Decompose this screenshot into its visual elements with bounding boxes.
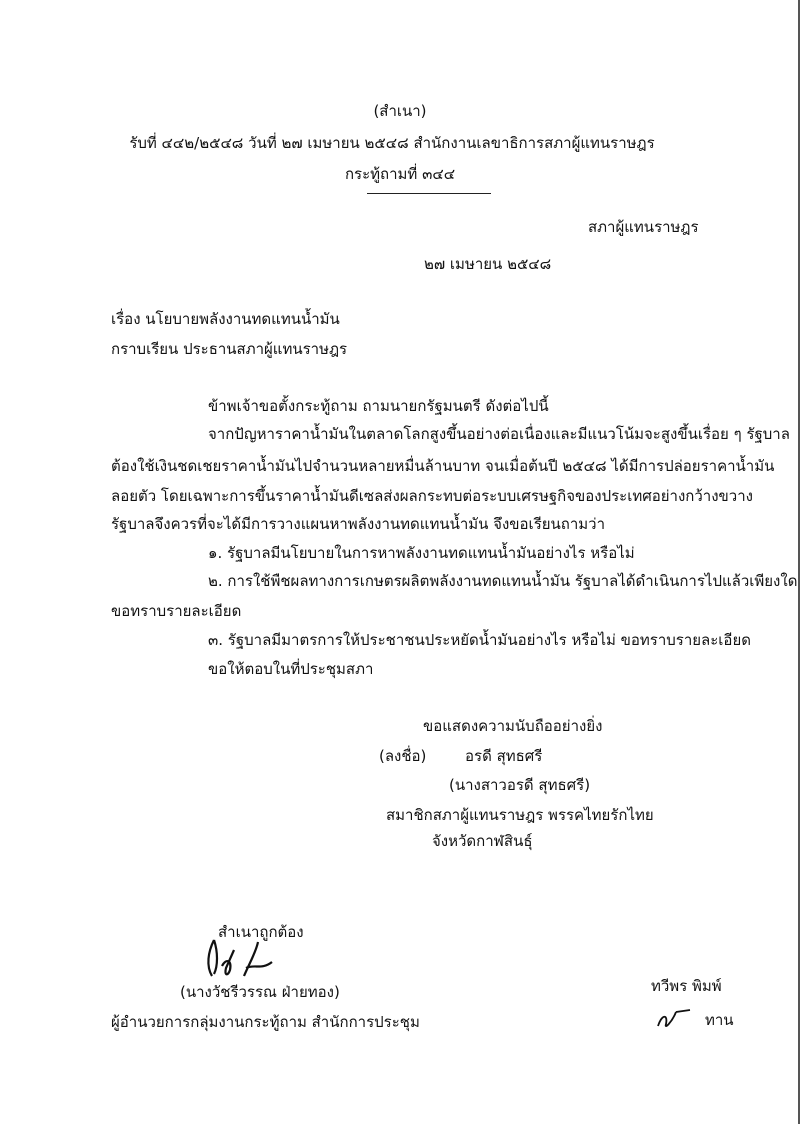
header-divider <box>367 193 491 194</box>
initials-mark <box>654 1004 694 1032</box>
question-2-cont: ขอทราบรายละเอียด <box>111 602 242 620</box>
signed-label: (ลงชื่อ) <box>379 747 427 765</box>
certifier-name: (นางวัชรีวรรณ ฝ่ายทอง) <box>180 983 340 1001</box>
question-1: ๑. รัฐบาลมีนโยบายในการหาพลังงานทดแทนน้ำมันอย่างไร หรือไม่ <box>208 544 635 562</box>
letter-date: ๒๗ เมษายน ๒๕๔๘ <box>424 255 552 273</box>
regards: ขอแสดงความนับถืออย่างยิ่ง <box>423 717 603 735</box>
typist-line: ทวีพร พิมพ์ <box>651 977 722 995</box>
salutation-line: กราบเรียน ประธานสภาผู้แทนราษฎร <box>111 340 348 358</box>
body-paragraph-line: ลอยตัว โดยเฉพาะการขึ้นราคาน้ำมันดีเซลส่งผลกระทบต่อระบบเศรษฐกิจของประเทศอย่างกว้างขวาง <box>111 487 753 505</box>
received-line: รับที่ ๔๔๒/๒๕๔๘ วันที่ ๒๗ เมษายน ๒๕๔๘ สำนักงานเลขาธิการสภาผู้แทนราษฎร <box>129 134 655 152</box>
checked-line: ทาน <box>705 1011 734 1029</box>
handwritten-signature <box>200 932 280 982</box>
signer-province: จังหวัดกาฬสินธุ์ <box>432 832 533 850</box>
body-paragraph-line: ต้องใช้เงินชดเชยราคาน้ำมันไปจำนวนหลายหมื่นล้านบาท จนเมื่อต้นปี ๒๕๔๘ ได้มีการปล่อยราคาน้ำมัน <box>111 457 775 475</box>
certifier-title: ผู้อำนวยการกลุ่มงานกระทู้ถาม สำนักการประชุม <box>111 1013 420 1031</box>
body-paragraph-line: จากปัญหาราคาน้ำมันในตลาดโลกสูงขึ้นอย่างต่อเนื่องและมีแนวโน้มจะสูงขึ้นเรื่อย ๆ รัฐบาล <box>208 425 790 443</box>
question-3: ๓. รัฐบาลมีมาตรการให้ประชาชนประหยัดน้ำมันอย่างไร หรือไม่ ขอทราบรายละเอียด <box>208 631 751 649</box>
signer-full-name: (นางสาวอรดี สุทธศรี) <box>449 776 591 794</box>
closing-request: ขอให้ตอบในที่ประชุมสภา <box>208 660 374 678</box>
question-2: ๒. การใช้พืชผลทางการเกษตรผลิตพลังงานทดแทนน้ำมัน รัฐบาลได้ดำเนินการไปแล้วเพียงใด <box>208 572 798 590</box>
subject-line: เรื่อง นโยบายพลังงานทดแทนน้ำมัน <box>111 310 340 328</box>
signer-position: สมาชิกสภาผู้แทนราษฎร พรรคไทยรักไทย <box>386 806 654 824</box>
question-number: กระทู้ถามที่ ๓๔๔ <box>344 165 456 183</box>
signed-name: อรดี สุทธศรี <box>465 747 543 765</box>
addressee-org: สภาผู้แทนราษฎร <box>588 218 699 236</box>
intro-line: ข้าพเจ้าขอตั้งกระทู้ถาม ถามนายกรัฐมนตรี ดังต่อไปนี้ <box>208 397 549 415</box>
copy-mark: (สำเนา) <box>373 102 427 120</box>
certified-copy-label: สำเนาถูกต้อง <box>218 923 304 941</box>
body-paragraph-line: รัฐบาลจึงควรที่จะได้มีการวางแผนหาพลังงานทดแทนน้ำมัน จึงขอเรียนถามว่า <box>111 515 606 533</box>
